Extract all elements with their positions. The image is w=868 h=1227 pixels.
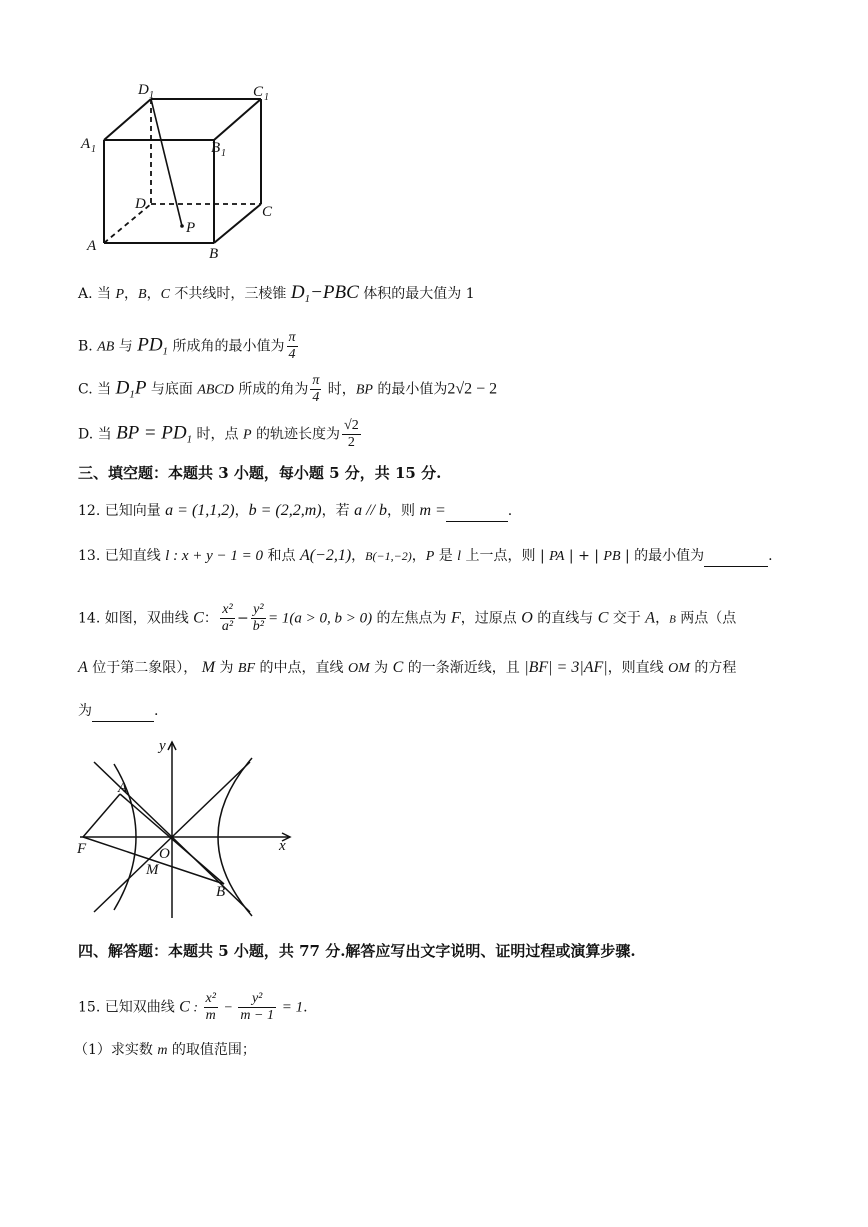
label-d: D bbox=[135, 196, 146, 212]
label-a: A bbox=[87, 238, 97, 254]
answer-blank bbox=[446, 501, 508, 522]
answer-blank bbox=[704, 546, 768, 567]
hyperbola-figure bbox=[74, 734, 296, 924]
label-a1: A bbox=[81, 136, 91, 152]
option-d: D. 当 BP = $PD_1$ 时，点 P 的轨迹长度为 $\frac{√2}{2}$ bbox=[78, 418, 359, 450]
fraction-x2-m: $\frac{\text{x²}}{m}$ bbox=[205, 991, 216, 1023]
label-x-axis: x bbox=[279, 838, 286, 854]
label-point-f: F bbox=[77, 841, 87, 857]
label-point-m: M bbox=[146, 862, 159, 878]
question-14-line-1: 14. 如图，双曲线 C： $\frac{\text{x²}}{\text{a²}}$ − $\frac{\text{y²}}{\text{b²}}$ = 1(a > 0, b > 0) 的左焦点为 F，过原点 O 的直线与 C 交于 A，B 两点（点 bbox=[78, 602, 737, 634]
label-a1-sub: 1 bbox=[91, 144, 96, 155]
label-b1-sub: 1 bbox=[221, 148, 226, 159]
label-y-axis: y bbox=[159, 738, 166, 754]
question-12: 12. 已知向量 a = (1,1,2)，b = (2,2,m)，若 a // b，则 m = . bbox=[78, 501, 512, 522]
section-3-title: 三、填空题：本题共 3 小题，每小题 5 分，共 15 分. bbox=[78, 464, 442, 482]
question-14-line-3: 为 . bbox=[78, 701, 158, 722]
question-15: 15. 已知双曲线 C : $\frac{\text{x²}}{m}$ − $\frac{\text{y²}}{m - 1}$ = 1. bbox=[78, 991, 308, 1023]
label-c1-sub: 1 bbox=[264, 92, 269, 103]
fraction-sqrt2-2: $\frac{√2}{2}$ bbox=[344, 418, 359, 450]
label-b1: B bbox=[211, 140, 221, 156]
option-b: B. AB 与 $PD_1$ 所成角的最小值为 $\frac{\pi}{4}$ bbox=[78, 330, 296, 362]
fraction-pi-4: $\frac{\pi}{4}$ bbox=[312, 373, 320, 405]
label-d1-sub: 1 bbox=[149, 90, 154, 101]
option-c: C. 当 $D_1P$ 与底面 ABCD 所成的角为 $\frac{\pi}{4}$ 时，BP 的最小值为2√2 − 2 bbox=[78, 373, 498, 405]
cube-figure bbox=[78, 78, 288, 263]
question-13: 13. 已知直线 l : x + y − 1 = 0 和点 A(−2,1)，B(−1,−2)，P 是 l 上一点，则 | PA | + | PB | 的最小值为 . bbox=[78, 546, 773, 567]
fraction-x2-a2: $\frac{\text{x²}}{\text{a²}}$ bbox=[221, 602, 234, 634]
label-p: P bbox=[186, 220, 196, 236]
option-a: A. 当 P，B，C 不共线时，三棱锥 $D_1-PBC$ 体积的最大值为 1 bbox=[78, 282, 475, 305]
fraction-pi-4: $\frac{\pi}{4}$ bbox=[288, 330, 296, 362]
question-15-part-1: （1）求实数 m 的取值范围； bbox=[74, 1042, 256, 1058]
label-point-b: B bbox=[216, 884, 226, 900]
section-4-title: 四、解答题：本题共 5 小题，共 77 分.解答应写出文字说明、证明过程或演算步骤. bbox=[78, 942, 636, 960]
question-14-line-2: A 位于第二象限）， M 为 BF 的中点，直线 OM 为 C 的一条渐近线，且 |BF| = 3|AF|，则直线 OM 的方程 bbox=[78, 659, 737, 676]
fraction-y2-m-1: $\frac{\text{y²}}{m - 1}$ bbox=[240, 991, 274, 1023]
label-c1: C bbox=[253, 84, 264, 100]
fraction-y2-b2: $\frac{\text{y²}}{\text{b²}}$ bbox=[252, 602, 264, 634]
label-d1: D bbox=[138, 82, 149, 98]
label-c: C bbox=[262, 204, 273, 220]
answer-blank bbox=[92, 701, 154, 722]
label-origin-o: O bbox=[159, 846, 170, 862]
label-point-a: A bbox=[118, 780, 128, 796]
label-b: B bbox=[209, 246, 219, 262]
